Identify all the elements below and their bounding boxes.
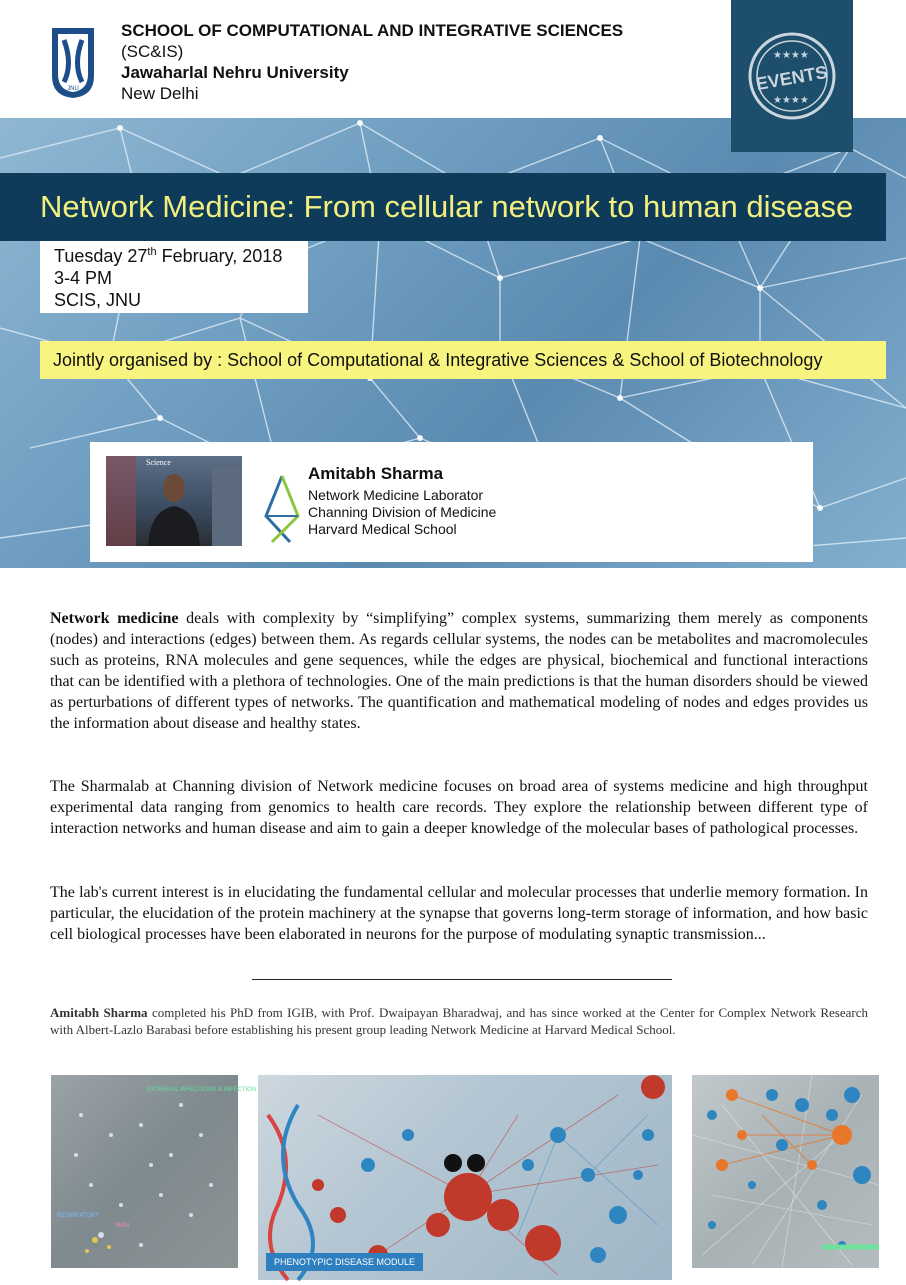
- bio-lead: Amitabh Sharma: [50, 1005, 148, 1020]
- network-graph-graphic-icon: [692, 1075, 879, 1268]
- paragraph-intro-rest: deals with complexity by “simplifying” complex systems, summarizing them merely as components (nodes) and interactions (edges) between them. As regards cellular systems, the nodes can be metabolites and macromolecules such as proteins, RNA molecules and gene sequences, while the edges are physical, biochemical and functional interactions that can be identified with a plethora of technologies. One of the main predictions is that the human disorders should be viewed as perturbations of different types of networks. The quantification and mathematical modeling of nodes and edges provides us the information about disease and healthy states.: [50, 610, 869, 732]
- date-suffix: February, 2018: [156, 246, 283, 266]
- disease-network-image: [51, 1075, 257, 1268]
- event-venue: SCIS, JNU: [54, 290, 142, 310]
- paragraph-lab: The Sharmalab at Channing division of Network medicine focuses on broad area of systems medicine and high throughput experimental data ranging from genomics to health care records. They explore the relationship between different type of interaction networks and human disease and aim to gain a deeper knowledge of the molecular bases of pathological processes.: [50, 778, 868, 837]
- paragraph-intro-lead: Network medicine: [50, 610, 179, 627]
- speaker-silhouette-icon: [144, 466, 204, 546]
- organised-by-text: Jointly organised by : School of Computational & Integrative Sciences & School of Biotechnology: [53, 350, 823, 370]
- school-name: SCHOOL OF COMPUTATIONAL AND INTEGRATIVE SCIENCES: [121, 21, 624, 40]
- speaker-division: Channing Division of Medicine: [308, 504, 497, 520]
- phenotypic-module-image: [258, 1075, 672, 1280]
- date-sup: th: [147, 246, 157, 258]
- protein-network-graphic-icon: [258, 1075, 672, 1280]
- jnu-logo-icon: [48, 24, 98, 100]
- logo-text: JNU: [67, 86, 79, 92]
- speaker-photo: [106, 456, 242, 546]
- network-medicine-logo-icon: [262, 472, 302, 550]
- date-box: [40, 241, 308, 313]
- speaker-bio: [50, 1004, 868, 1038]
- speaker-lab: Network Medicine Laborator: [308, 487, 484, 503]
- events-stamp-icon: [731, 0, 853, 152]
- events-badge-text: EVENTS: [754, 61, 829, 95]
- svg-text:★★★★: ★★★★: [773, 50, 809, 61]
- event-time: 3-4 PM: [54, 268, 113, 288]
- network-graph-image: [692, 1075, 879, 1268]
- organised-by-box: [40, 341, 886, 379]
- title-bar: [0, 173, 886, 241]
- phenotypic-disease-module-label: PHENOTYPIC DISEASE MODULE: [266, 1253, 423, 1271]
- university-name: Jawaharlal Nehru University: [121, 63, 349, 82]
- events-badge: [731, 0, 853, 152]
- paragraph-interest: The lab's current interest is in elucidating the fundamental cellular and molecular processes that underlie memory formation. In particular, the elucidation of the protein machinery at the synapse that governs long-term storage of information, and how basic cell biological processes have been elaborated in neurons for the purpose of modulating synaptic transmission...: [50, 884, 868, 943]
- date-prefix: Tuesday 27: [54, 246, 148, 266]
- disease-network-graphic-icon: [51, 1075, 238, 1268]
- speaker-box: [90, 442, 813, 562]
- speaker-name: Amitabh Sharma: [308, 464, 444, 483]
- city: New Delhi: [121, 84, 199, 103]
- school-block: [121, 20, 623, 104]
- event-title: Network Medicine: From cellular network to human disease: [40, 189, 854, 224]
- bio-rest: completed his PhD from IGIB, with Prof. Dwaipayan Bharadwaj, and has since worked at the Center for Complex Network Research with Albert-Lazlo Barabasi before establishing his present group leading Network Medicine at Harvard Medical School.: [50, 1005, 868, 1037]
- school-abbr: (SC&IS): [121, 42, 184, 61]
- paragraph-intro: [50, 608, 868, 734]
- image1-label-skin: SKIN: [115, 1223, 130, 1229]
- speaker-institution: Harvard Medical School: [308, 521, 457, 537]
- event-date: [54, 246, 282, 267]
- svg-text:★★★★: ★★★★: [773, 95, 809, 106]
- image1-label-mid: RESPIRATORY: [57, 1213, 100, 1219]
- image1-label-top: EXTERNAL INFECTIONS & INFECTION: [147, 1087, 257, 1093]
- divider: [252, 979, 672, 980]
- photo-caption: Science: [146, 458, 171, 467]
